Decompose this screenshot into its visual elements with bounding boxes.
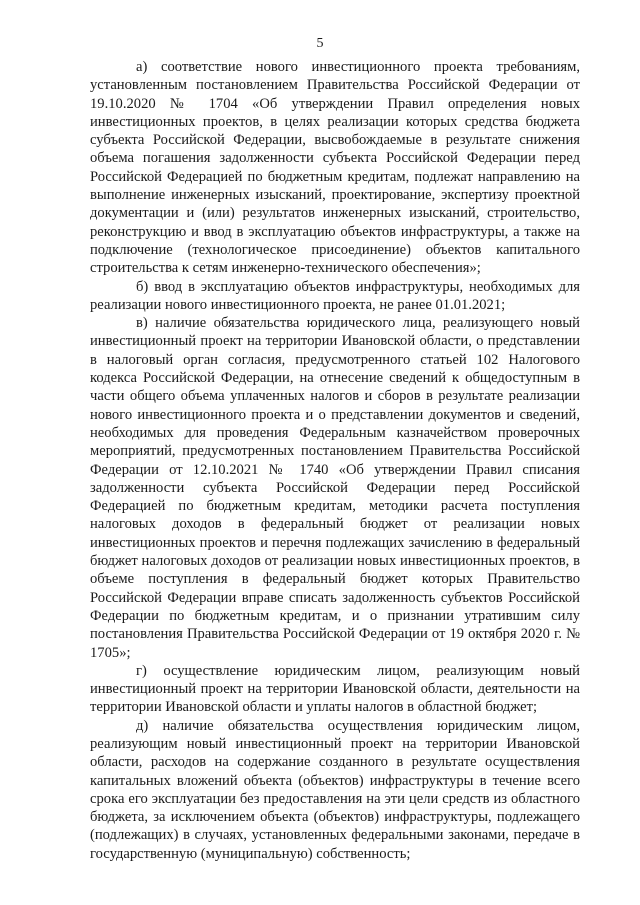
paragraph-b: б) ввод в эксплуатацию объектов инфраструктуры, необходимых для реализации нового инвестиционного проекта, не ранее 01.01.2021; (90, 278, 580, 313)
paragraph-d: д) наличие обязательства осуществления юридическим лицом, реализующим новый инвестиционный проект на территории Ивановской области, расходов на содержание созданного в результате осуществления капитальных вложений объекта (объектов) инфраструктуры в течение всего срока его эксплуатации без предоставления на эти цели средств из областного бюджета, за исключением объекта (объектов) инфраструктуры, подлежащего (подлежащих) в случаях, установленных федеральными законами, передаче в государственную (муниципальную) собственность; (90, 717, 580, 862)
page-number: 5 (316, 36, 324, 51)
paragraph-g: г) осуществление юридическим лицом, реализующим новый инвестиционный проект на территории Ивановской области, деятельности на территории Ивановской области и уплаты налогов в областной бюджет; (90, 662, 580, 716)
paragraph-a: а) соответствие нового инвестиционного проекта требованиям, установленным постановлением Правительства Российской Федерации от 19.10.2020 № 1704 «Об утверждении Правил определения новых инвестиционных проектов, в целях реализации которых средства бюджета субъекта Российской Федерации, высвобождаемые в результате снижения объема погашения задолженности субъекта Российской Федерации перед Российской Федерацией по бюджетным кредитам, подлежат направлению на выполнение инженерных изысканий, проектирование, экспертизу проектной документации и (или) результатов инженерных изысканий, строительство, реконструкцию и ввод в эксплуатацию объектов инфраструктуры, а также на подключение (технологическое присоединение) объектов капитального строительства к сетям инженерно-технического обеспечения»; (90, 59, 580, 277)
paragraph-v: в) наличие обязательства юридического лица, реализующего новый инвестиционный проект на территории Ивановской области, о представлении в налоговый орган согласия, предусмотренного статьей 102 Налогового кодекса Российской Федерации, на отнесение сведений к общедоступным в части общего объема уплаченных налогов и сборов в результате реализации нового инвестиционного проекта и о представлении документов и сведений, необходимых для проведения Федеральным казначейством проверочных мероприятий, предусмотренных постановлением Правительства Российской Федерации от 12.10.2021 № 1740 «Об утверждении Правил списания задолженности субъекта Российской Федерации перед Российской Федерацией по бюджетным кредитам, методики расчета поступления налоговых доходов в федеральный бюджет от реализации новых инвестиционных проектов и перечня подлежащих зачислению в федеральный бюджет налоговых доходов от реализации новых инвестиционных проектов, в объеме поступления в федеральный бюджет которых Правительство Российской Федерации вправе списать задолженность субъектов Российской Федерации по бюджетным кредитам, и о признании утратившим силу постановления Правительства Российской Федерации от 19 октября 2020 г. № 1705»; (90, 315, 580, 661)
document-body (90, 58, 580, 863)
